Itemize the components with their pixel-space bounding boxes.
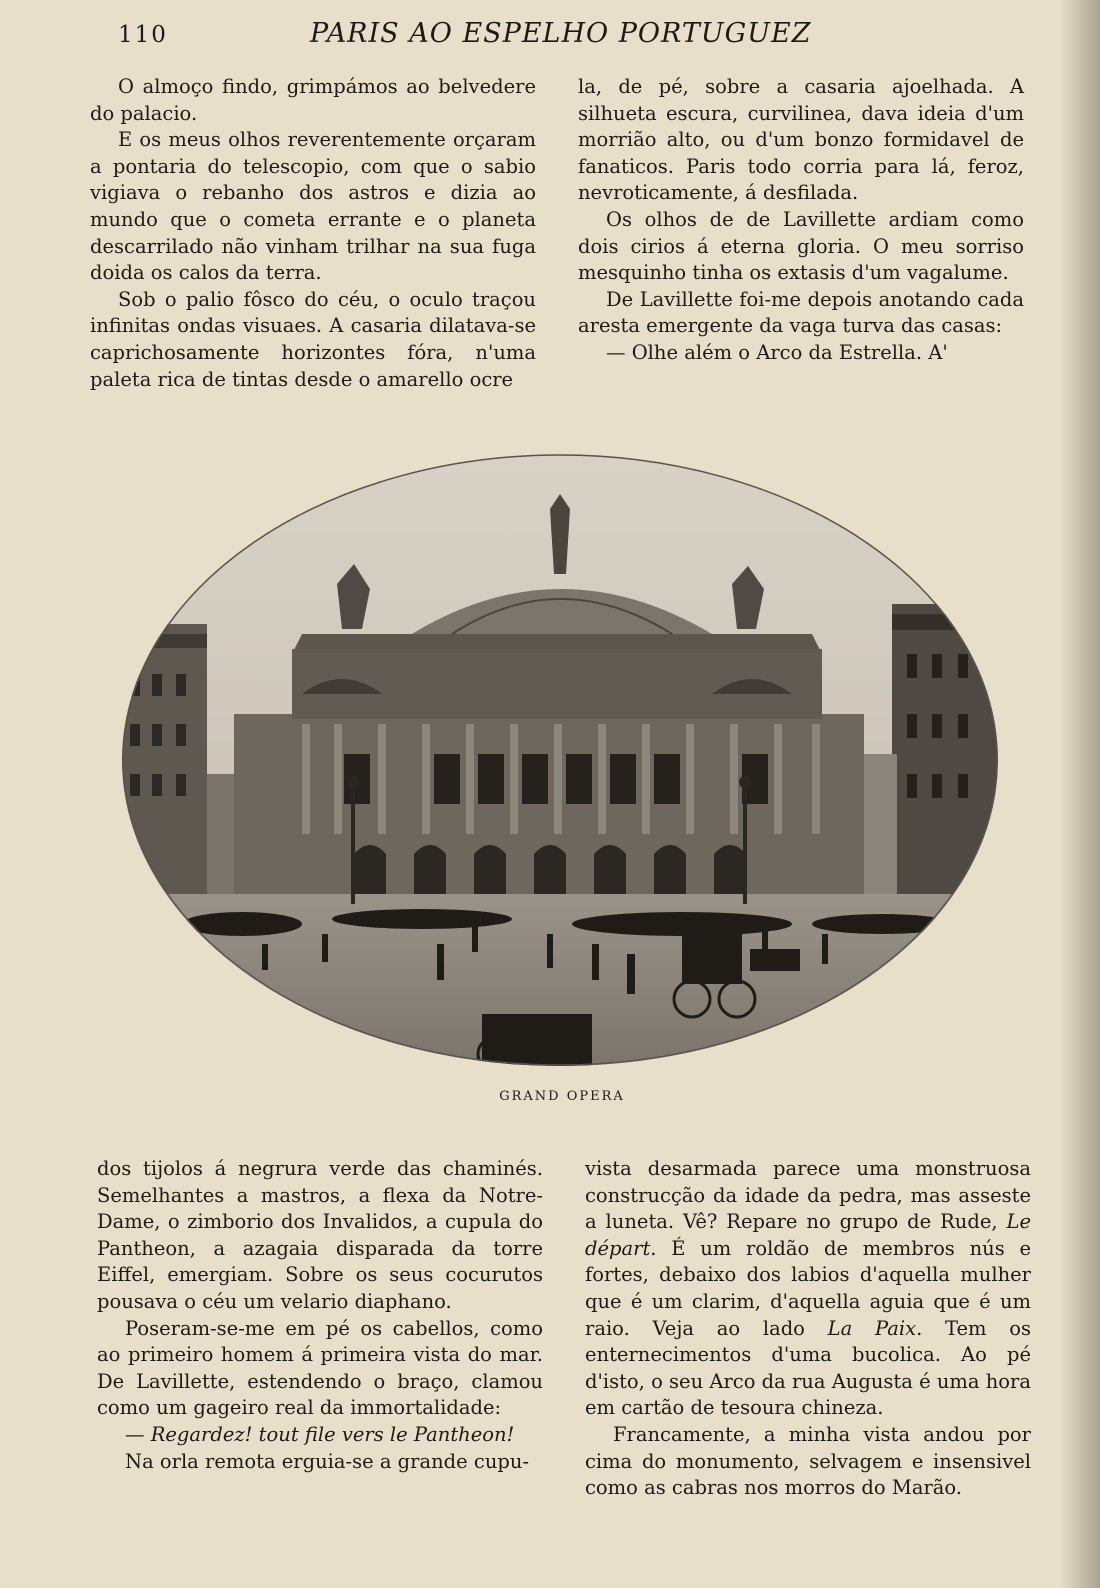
paragraph: Poseram-se-me em pé os cabellos, como ao primeiro homem á primeira vista do mar. De Lavillette, estendendo o braço, clamou como um gageiro real da immortalidade: [97,1316,543,1420]
french-exclamation: Regardez! tout file vers le Pantheon! [150,1422,515,1446]
text-column-top-left [90,74,536,393]
paragraph: E os meus olhos reverentemente orçaram a pontaria do telescopio, com que o sabio vigiava o rebanho dos astros e dizia ao mundo que o cometa errante e o planeta descarrilado não vinham trilhar na sua fuga doida os calos da terra. [90,128,536,285]
artwork-title: La Paix [827,1316,917,1340]
text-column-bottom-left [97,1156,543,1475]
page-header [0,18,1100,52]
figure-caption: GRAND OPERA [499,1089,625,1104]
dialogue-line [97,1422,543,1449]
text-column-bottom-right [585,1156,1031,1502]
page-edge-shadow [1060,0,1100,1588]
paragraph: Sob o palio fôsco do céu, o oculo traçou infinitas ondas visuaes. A casaria dilatava-se caprichosamente horizontes fóra, n'uma paleta rica de tintas desde o amarello ocre [90,287,536,391]
paragraph: la, de pé, sobre a casaria ajoelhada. A silhueta escura, curvilinea, dava ideia d'um morrião alto, ou d'um bonzo formidavel de fanaticos. Paris todo corria para lá, feroz, nevroticamente, á desfilada. [578,75,1024,205]
paragraph: De Lavillette foi-me depois anotando cada aresta emergente da vaga turva das casas: [578,287,1024,338]
page-number: 110 [118,22,168,48]
paragraph: Francamente, a minha vista andou por cima do monumento, selvagem e insensivel como as cabras nos morros do Marão. [585,1422,1031,1500]
running-title: PARIS AO ESPELHO PORTUGUEZ [310,18,812,49]
dash: — [125,1422,151,1446]
text-run: . Tem os enternecimentos d'uma bucolica. Ao pé d'isto, o seu Arco da rua Augusta é uma hora em cartão de tesoura chineza. [585,1316,1032,1420]
paragraph: Os olhos de de Lavillette ardiam como dois cirios á eterna gloria. O meu sorriso mesquinho tinha os extasis d'um vagalume. [578,207,1024,285]
paragraph: O almoço findo, grimpámos ao belvedere do palacio. [90,75,536,125]
text-column-top-right [578,74,1024,367]
paragraph [585,1156,1031,1422]
paragraph: Na orla remota erguia-se a grande cupu- [125,1449,530,1473]
text-run: vista desarmada parece uma monstruosa construcção da idade da pedra, mas asseste a luneta. Vê? Repare no grupo de Rude, [585,1157,1031,1234]
artwork-title: Le départ [585,1210,1031,1260]
dialogue-line: — Olhe além o Arco da Estrella. A' [606,340,948,364]
paragraph: dos tijolos á negrura verde das chaminés. Semelhantes a mastros, a flexa da Notre-Dame, o zimborio dos Invalidos, a cupula do Pantheon, a azagaia disparada da torre Eiffel, emergiam. Sobre os seus cocurutos pousava o céu um velario diaphano. [97,1157,543,1313]
grand-opera-photograph [122,454,998,1066]
text-run: . É um roldão de membros nús e fortes, debaixo dos labios d'aquella mulher que é um clarim, d'aquella aguia que é um raio. Veja ao lado [585,1236,1031,1340]
